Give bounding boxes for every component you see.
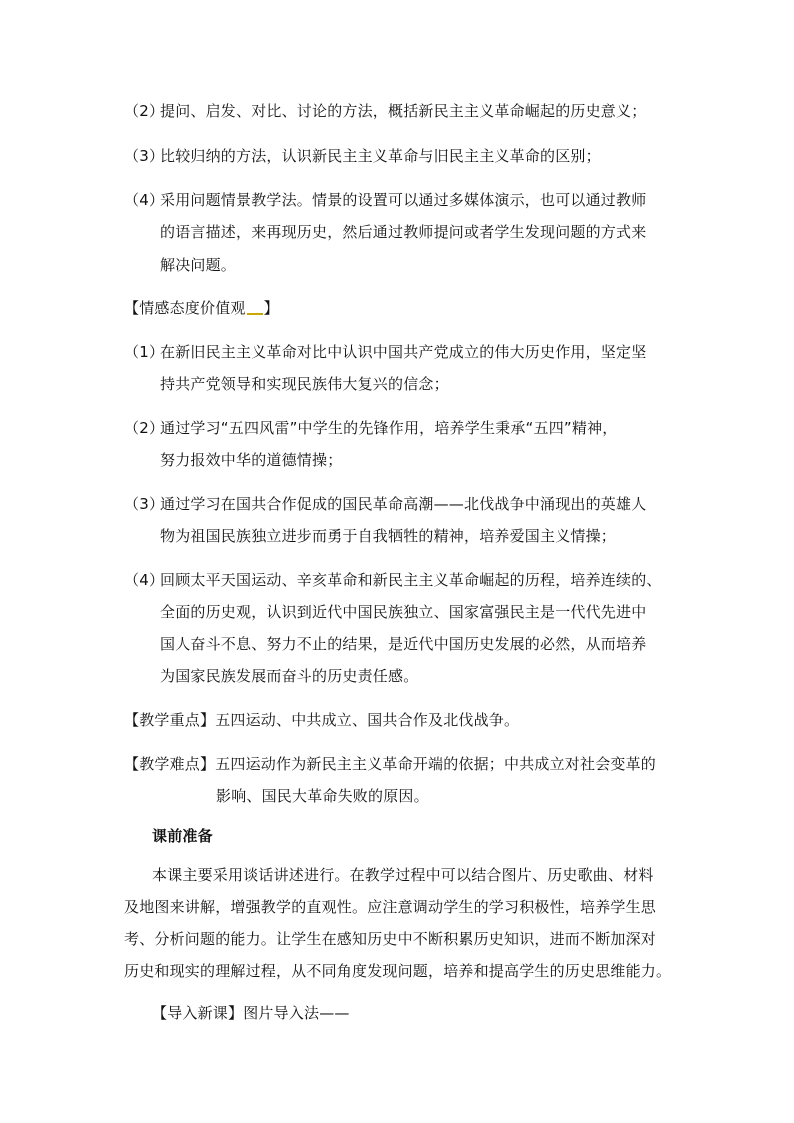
emotion-item-1-line-2: 持共产党领导和实现民族伟大复兴的信念； [160, 375, 449, 393]
intro [152, 1003, 350, 1023]
item-number: （3） [124, 495, 165, 513]
key-point [124, 710, 519, 730]
method-item-4-line-2: 的语言描述，来再现历史，然后通过教师提问或者学生发现问题的方式来 [160, 223, 647, 241]
preparation-line-3: 考、分析问题的能力。让学生在感知历史中不断积累历史知识，进而不断加深对 [124, 930, 657, 948]
preparation-line-1: 本课主要采用谈话讲述进行。在教学过程中可以结合图片、历史歌曲、材料 [152, 866, 654, 884]
item-text: 回顾太平天国运动、辛亥革命和新民主主义革命崛起的历程，培养连续的、 [160, 571, 662, 589]
item-text: 采用问题情景教学法。情景的设置可以通过多媒体演示，也可以通过教师 [160, 191, 647, 209]
emotion-item-3-line-2: 物为祖国民族独立进步而勇于自我牺牲的精神，培养爱国主义情操； [160, 527, 617, 545]
preparation-line-2: 及地图来讲解，增强教学的直观性。应注意调动学生的学习积极性，培养学生思 [124, 898, 657, 916]
emotion-heading-open: 【情感态度价值观 [124, 299, 246, 317]
item-text: 在新旧民主主义革命对比中认识中国共产党成立的伟大历史作用，坚定坚 [160, 343, 647, 361]
difficulty-label: 【教学难点】 [124, 755, 216, 773]
emotion-item-2-line-2: 努力报效中华的道德情操； [160, 451, 343, 469]
emotion-item-4-line-3: 国人奋斗不息、努力不止的结果，是近代中国历史发展的必然，从而培养 [160, 635, 647, 653]
preparation-heading: 课前准备 [152, 827, 213, 845]
difficulty-line-2: 影响、国民大革命失败的原因。 [216, 787, 429, 805]
item-text: 比较归纳的方法，认识新民主主义革命与旧民主主义革命的区别； [160, 147, 601, 165]
difficulty [124, 754, 656, 774]
emotion-item-4-line-4: 为国家民族发展而奋斗的历史责任感。 [160, 667, 419, 685]
intro-label: 【导入新课】 [152, 1004, 244, 1022]
item-number: （2） [124, 102, 165, 120]
intro-text: 图片导入法—— [243, 1004, 350, 1022]
emotion-item-4-line-2: 全面的历史观，认识到近代中国民族独立、国家富强民主是一代代先进中 [160, 603, 647, 621]
emotion-heading-close: 】 [263, 299, 279, 317]
item-number: （4） [124, 191, 165, 209]
key-point-label: 【教学重点】 [124, 711, 216, 729]
item-text: 提问、启发、对比、讨论的方法，概括新民主主义革命崛起的历史意义； [160, 102, 647, 120]
preparation-line-4: 历史和现实的理解过程，从不同角度发现问题，培养和提高学生的历史思维能力。 [124, 962, 672, 980]
item-number: （1） [124, 343, 165, 361]
item-number: （4） [124, 571, 165, 589]
emotion-heading [124, 298, 279, 318]
item-text: 通过学习“五四风雷”中学生的先锋作用，培养学生秉承“五四”精神， [160, 419, 618, 437]
method-item-4-line-3: 解决问题。 [160, 256, 237, 274]
item-number: （2） [124, 419, 165, 437]
underline-mark-icon [247, 313, 263, 315]
item-number: （3） [124, 147, 165, 165]
key-point-text: 五四运动、中共成立、国共合作及北伐战争。 [215, 711, 520, 729]
difficulty-text: 五四运动作为新民主主义革命开端的依据；中共成立对社会变革的 [215, 755, 657, 773]
item-text: 通过学习在国共合作促成的国民革命高潮——北伐战争中涌现出的英雄人 [160, 495, 647, 513]
